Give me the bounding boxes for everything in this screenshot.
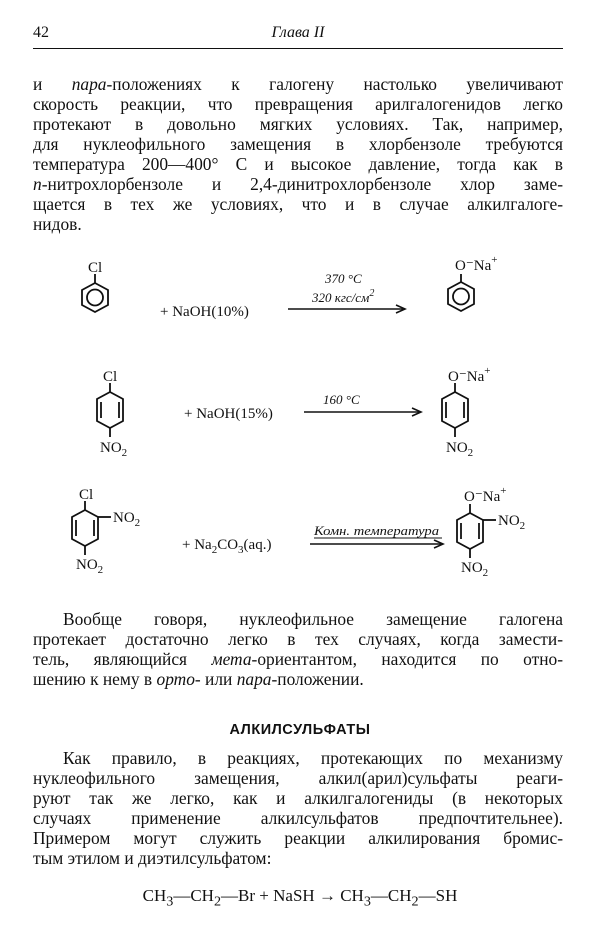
text-line: протекает достаточно легко в тех случаях, когда замести- <box>33 629 563 649</box>
text-line: тель, являющийся мета-ориентантом, находится по отно- <box>33 649 563 669</box>
text-line: и пара-положениях к галогену настолько увеличивают <box>33 74 563 94</box>
nitro-label: $NO_2$ <box>498 513 526 532</box>
reaction-arrow: → <box>318 886 336 905</box>
chloro-label: Cl <box>79 487 94 503</box>
equation <box>0 886 600 910</box>
text-line: Вообще говоря, нуклеофильное замещение галогена <box>63 609 563 629</box>
condition-temperature: 370 °C <box>325 271 362 286</box>
formula-nash: NaSH <box>273 886 315 905</box>
chloro-label: Cl <box>103 369 118 385</box>
nitro-label: $NO_2$ <box>76 557 104 576</box>
chlorobenzene-structure <box>82 274 108 312</box>
page-number: 42 <box>33 24 49 41</box>
text-line: Примером могут служить реакции алкилирования бромис- <box>33 828 563 848</box>
product-label: O⁻Na+ <box>455 254 498 274</box>
reaction-arrow <box>288 305 405 313</box>
text-line: тым этилом и диэтилсульфатом: <box>33 848 272 868</box>
reagent-label: + NaOH(10%) <box>160 304 249 320</box>
dinitrochlorobenzene-structure <box>72 501 111 555</box>
dinitrophenoxide-structure <box>457 504 496 558</box>
bond: — <box>370 886 388 905</box>
nitrophenoxide-structure <box>442 383 468 437</box>
formula-ch3: $CH_3$ <box>340 886 371 910</box>
product-label: O⁻Na+ <box>464 485 507 505</box>
text-line: щается в тех же условиях, что и в случае алкилгалоге- <box>33 194 563 214</box>
reaction-1 <box>82 254 497 320</box>
text-line: случаях применение алкилсульфатов предпочтительнее). <box>33 808 563 828</box>
reaction-3 <box>72 485 525 579</box>
nitro-label: $NO_2$ <box>100 440 128 459</box>
bond: — <box>173 886 191 905</box>
text-line: нидов. <box>33 214 82 234</box>
text-line: нуклеофильного замещения, алкил(арил)сульфаты реаги- <box>33 768 563 788</box>
condition-temperature: 160 °C <box>323 392 360 407</box>
paragraph-nucleophilic <box>33 609 563 689</box>
bond: — <box>221 886 239 905</box>
chapter-title: Глава II <box>271 24 325 41</box>
reaction-arrow <box>304 408 421 416</box>
text-line: руют так же легко, как и алкилгалогениды (в некоторых <box>33 788 563 808</box>
nitrochlorobenzene-structure <box>97 383 123 437</box>
chloro-label: Cl <box>88 260 103 276</box>
formula-ch2: $CH_2$ <box>190 886 222 910</box>
formula-sh: SH <box>435 886 458 905</box>
reagent-label: + $Na_2CO_3(aq.)$ <box>182 537 272 556</box>
text-line: для нуклеофильного замещения в хлорбензоле требуются <box>33 134 563 154</box>
reaction-arrow <box>310 540 443 548</box>
plus-sign: + <box>259 886 269 905</box>
formula-ch3: $CH_3$ <box>142 886 174 910</box>
product-label: O⁻Na+ <box>448 365 491 385</box>
condition-pressure: 320 кгс/$см^2$ <box>312 288 375 305</box>
formula-ch2: $CH_2$ <box>387 886 419 910</box>
text-line: шению к нему в орто- или пара-положении. <box>33 669 364 689</box>
reaction-2 <box>97 365 490 459</box>
text-line: температура 200—400° С и высокое давление, тогда как в <box>33 154 563 174</box>
formula-br: Br <box>238 886 256 905</box>
nitro-label: $NO_2$ <box>113 510 141 529</box>
nitro-label: $NO_2$ <box>461 560 489 579</box>
paragraph-alkylsulfates <box>33 748 563 868</box>
text-line: п-нитрохлорбензоле и 2,4-динитрохлорбензоле хлор заме- <box>33 174 563 194</box>
bond: — <box>418 886 436 905</box>
text-line: скорость реакции, что превращения арилгалогенидов легко <box>33 94 563 114</box>
reagent-label: + NaOH(15%) <box>184 406 273 422</box>
condition-room-temperature: Комн. температура <box>312 524 439 538</box>
phenoxide-structure <box>448 274 474 311</box>
text-line: протекают в довольно мягких условиях. Так, например, <box>33 114 563 134</box>
text-line: Как правило, в реакциях, протекающих по механизму <box>63 748 563 768</box>
section-title: АЛКИЛСУЛЬФАТЫ <box>229 722 371 738</box>
nitro-label: $NO_2$ <box>446 440 474 459</box>
